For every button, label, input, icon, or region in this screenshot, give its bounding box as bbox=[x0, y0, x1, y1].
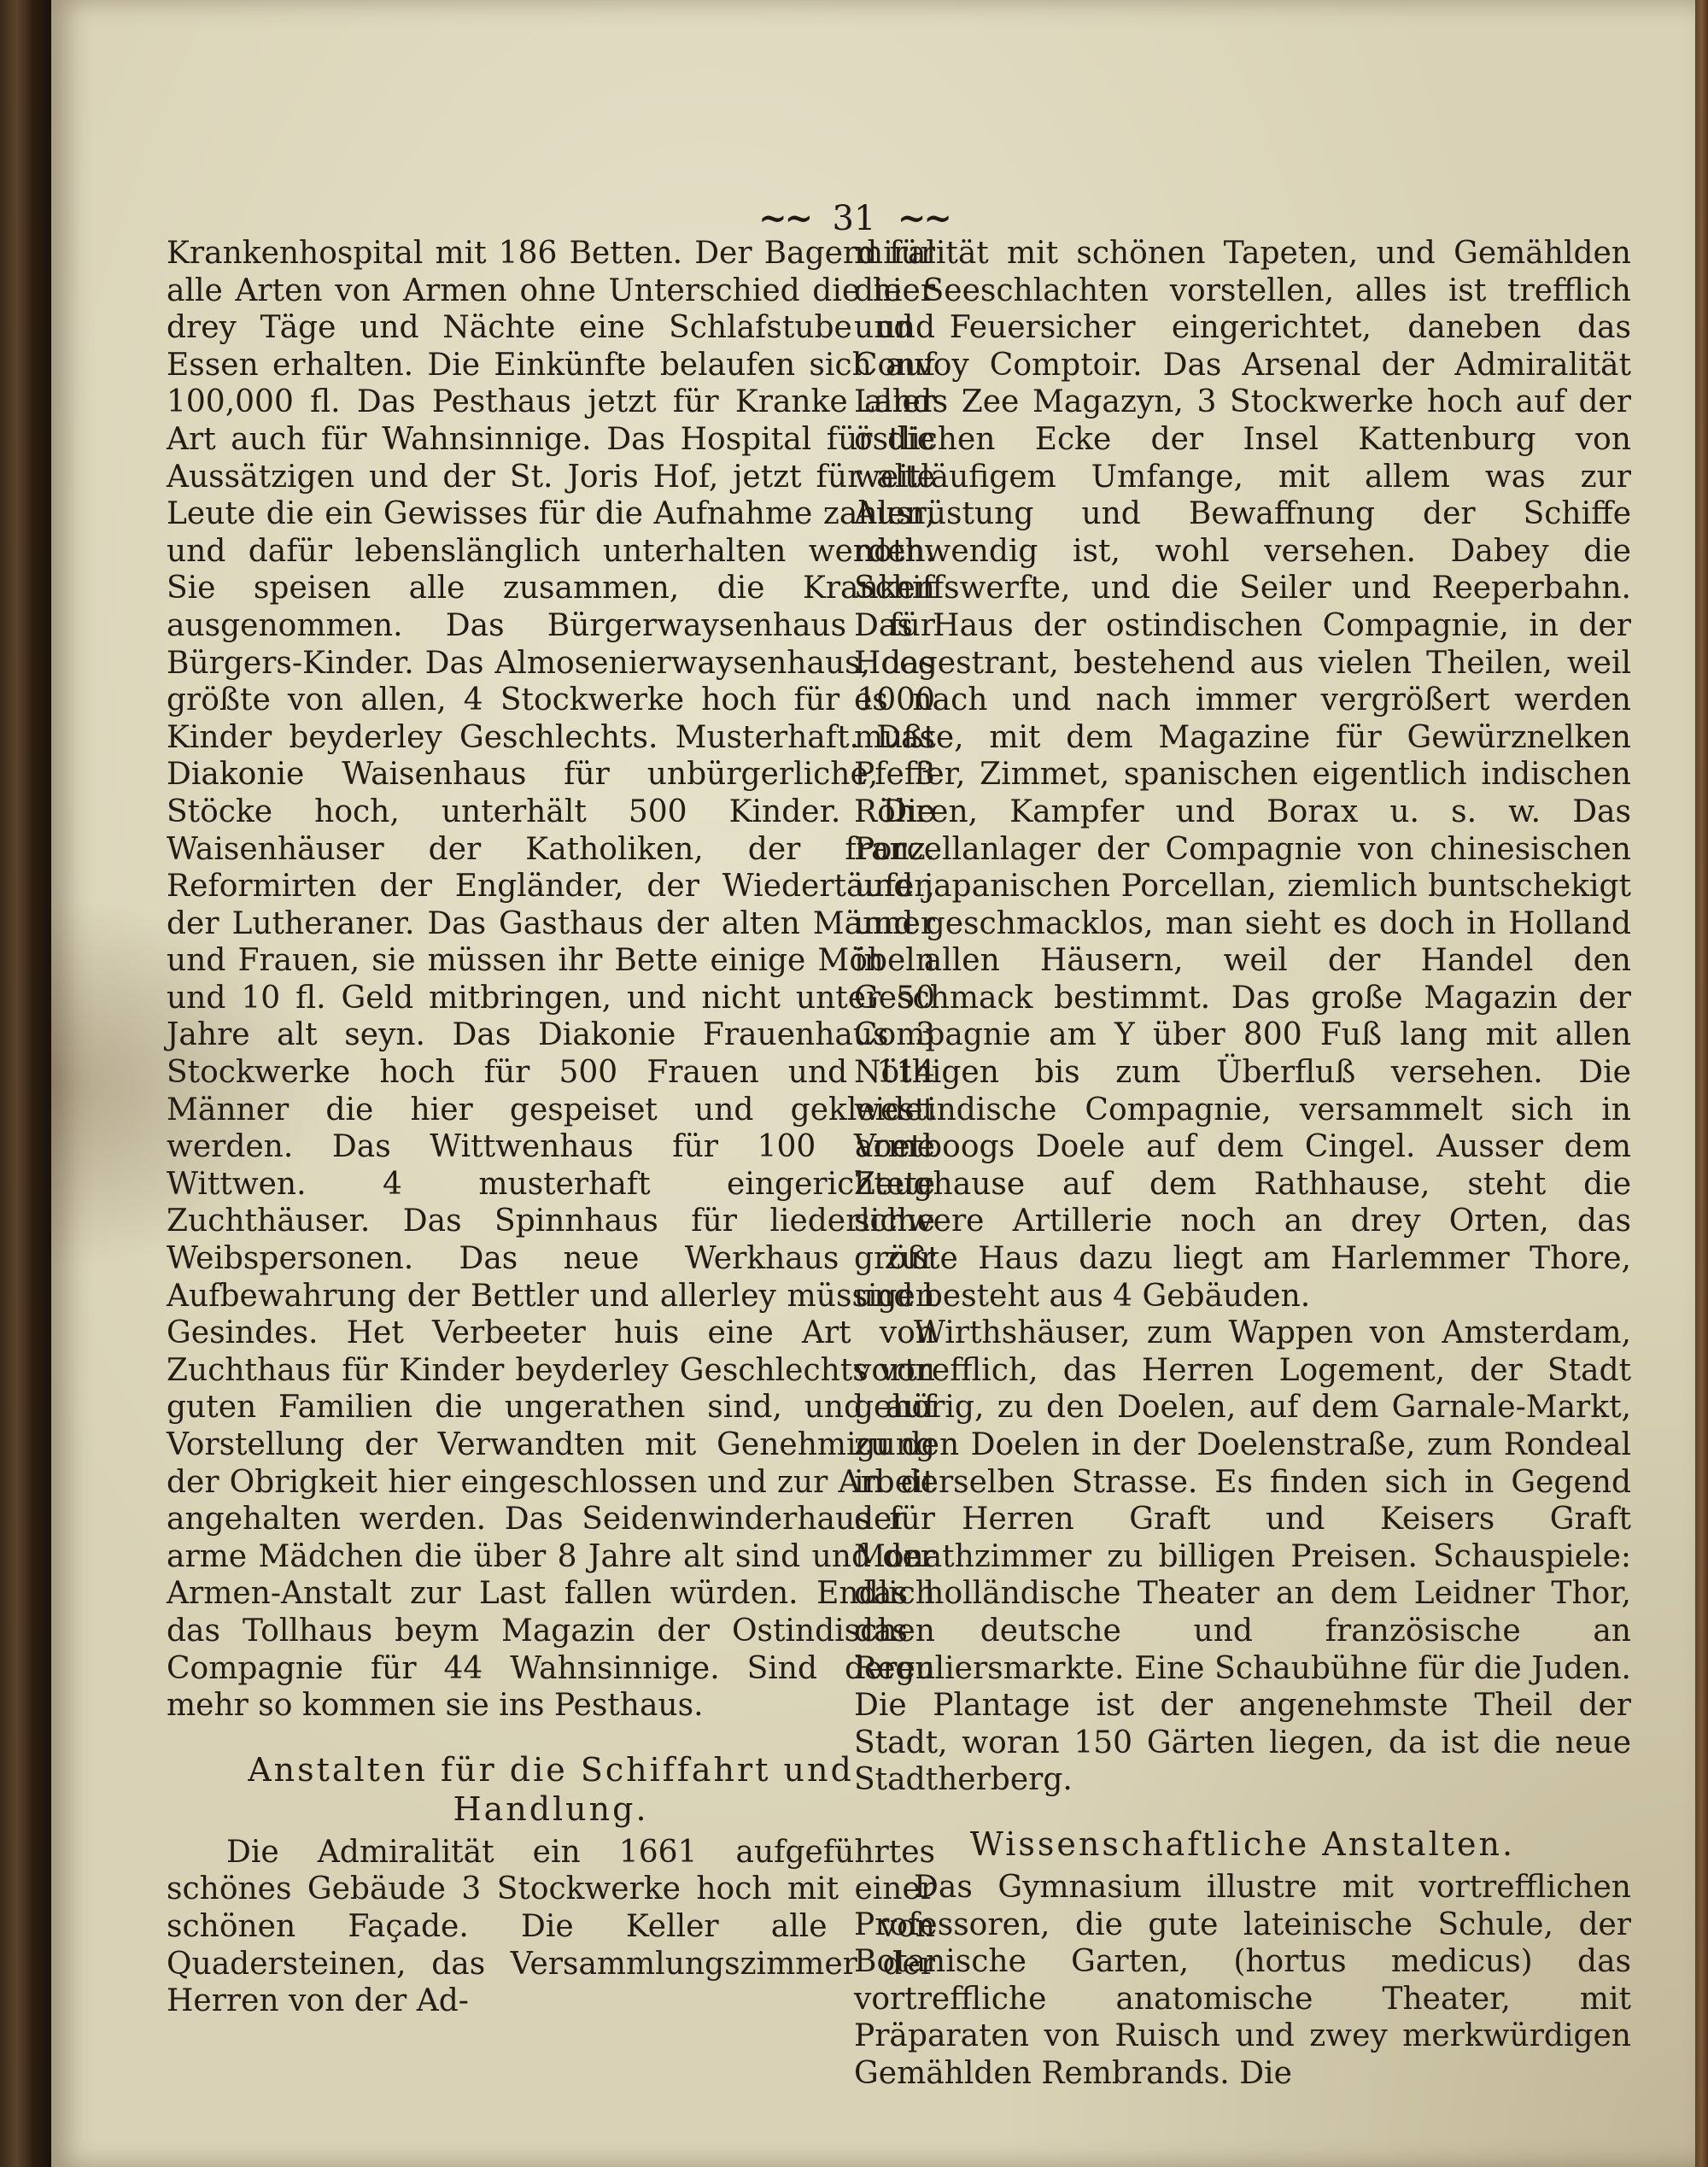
right-paragraph-2: Wirthshäuser, zum Wappen von Amsterdam, vortrefflich, das Herren Logement, der Stadt gehörig, zu den Doelen, auf dem Garnale-Markt, zu den Doelen in der Doelenstraße, zum Rondeal in derselben Strasse. Es finden sich in Gegend der Herren Graft und Keisers Graft Monathzimmer zu billigen Preisen. Schauspiele: das holländische Theater an dem Leidner Thor, das deutsche und französische an Reguliersmarkte. Eine Schaubühne für die Juden. Die Plantage ist der angenehmste Theil der Stadt, woran 150 Gärten liegen, da ist die neue Stadtherberg. bbox=[854, 1315, 1631, 1798]
left-paragraph-2: Die Admiralität ein 1661 aufgeführtes schönes Gebäude 3 Stockwerke hoch mit einer schönen Façade. Die Keller alle von Quadersteinen, das Versammlungszimmer der Herren von der Ad- bbox=[167, 1834, 935, 2019]
section-heading-line-2: Handlung. bbox=[453, 1789, 649, 1828]
page-edge bbox=[1695, 0, 1708, 2167]
right-paragraph-3: Das Gymnasium illustre mit vortrefflichen Professoren, die gute lateinische Schule, der Botanische Garten, (hortus medicus) das vortreffliche anatomische Theater, mit Präparaten von Ruisch und zwey merkwürdigen Gemählden Rembrands. Die bbox=[854, 1869, 1631, 2091]
right-paragraph-1: miralität mit schönen Tapeten, und Gemählden die Seeschlachten vorstellen, alles ist trefflich und Feuersicher eingerichtet, daneben das Convoy Comptoir. Das Arsenal der Admiralität Lands Zee Magazyn, 3 Stockwerke hoch auf der östlichen Ecke der Insel Kattenburg von weitläufigem Umfange, mit allem was zur Ausrüstung und Bewaffnung der Schiffe nothwendig ist, wohl versehen. Dabey die Schiffswerfte, und die Seiler und Reeperbahn. Das Haus der ostindischen Compagnie, in der Hoogestrant, bestehend aus vielen Theilen, weil es nach und nach immer vergrößert werden mußte, mit dem Magazine für Gewürznelken Pfeffer, Zimmet, spanischen eigentlich indischen Röhren, Kampfer und Borax u. s. w. Das Porcellanlager der Compagnie von chinesischen und japanischen Porcellan, ziemlich buntschekigt und geschmacklos, man sieht es doch in Holland in allen Häusern, weil der Handel den Geschmack bestimmt. Das große Magazin der Compagnie am Y über 800 Fuß lang mit allen Nöthigen bis zum Überfluß versehen. Die westindische Compagnie, versammelt sich in Voetboogs Doele auf dem Cingel. Ausser dem Zeughause auf dem Rathhause, steht die schwere Artillerie noch an drey Orten, das größte Haus dazu liegt am Harlemmer Thore, und besteht aus 4 Gebäuden. bbox=[854, 236, 1631, 1314]
section-heading-science-text: Wissenschaftliche Anstalten. bbox=[969, 1824, 1516, 1863]
page-number: 31 bbox=[832, 199, 876, 238]
section-heading-science bbox=[854, 1824, 1631, 1864]
left-paragraph-1: Krankenhospital mit 186 Betten. Der Bagerd für alle Arten von Armen ohne Unterschied die hier drey Täge und Nächte eine Schlafstube und Essen erhalten. Die Einkünfte belaufen sich auf 100,000 fl. Das Pesthaus jetzt für Kranke aller Art auch für Wahnsinnige. Das Hospital für die Aussätzigen und der St. Joris Hof, jetzt für alte Leute die ein Gewisses für die Aufnahme zahlen, und dafür lebenslänglich unterhalten werden. Sie speisen alle zusammen, die Kranken ausgenommen. Das Bürgerwaysenhaus für Bürgers-Kinder. Das Almosenierwaysenhaus, das größte von allen, 4 Stockwerke hoch für 1000 Kinder beyderley Geschlechts. Musterhaft. Das Diakonie Waisenhaus für unbürgerliche, 3 Stöcke hoch, unterhält 500 Kinder. Die Waisenhäuser der Katholiken, der franz. Reformirten der Engländer, der Wiedertäufer, der Lutheraner. Das Gasthaus der alten Männer und Frauen, sie müssen ihr Bette einige Möbeln und 10 fl. Geld mitbringen, und nicht unter 50 Jahre alt seyn. Das Diakonie Frauenhaus 3 Stockwerke hoch für 500 Frauen und 114 Männer die hier gespeiset und gekleidet werden. Das Wittwenhaus für 100 arme Wittwen. 4 musterhaft eingerichtete Zuchthäuser. Das Spinnhaus für liederliche Weibspersonen. Das neue Werkhaus zur Aufbewahrung der Bettler und allerley müssigen Gesindes. Het Verbeeter huis eine Art von Zuchthaus für Kinder beyderley Geschlechts von guten Familien die ungerathen sind, und auf Vorstellung der Verwandten mit Genehmigung der Obrigkeit hier eingeschlossen und zur Arbeit angehalten werden. Das Seidenwinderhaus für arme Mädchen die über 8 Jahre alt sind und der Armen-Anstalt zur Last fallen würden. Endlich das Tollhaus beym Magazin der Ostindischen Compagnie für 44 Wahnsinnige. Sind deren mehr so kommen sie ins Pesthaus. bbox=[167, 236, 935, 1724]
header-ornament-right: ~~ bbox=[897, 198, 950, 238]
page-header bbox=[0, 198, 1708, 238]
right-column bbox=[854, 235, 1631, 2093]
section-heading-shipping bbox=[167, 1750, 935, 1829]
section-heading-line-1: Anstalten für die Schiffahrt und bbox=[248, 1750, 854, 1789]
left-column bbox=[167, 235, 935, 2020]
header-ornament-left: ~~ bbox=[758, 198, 811, 238]
